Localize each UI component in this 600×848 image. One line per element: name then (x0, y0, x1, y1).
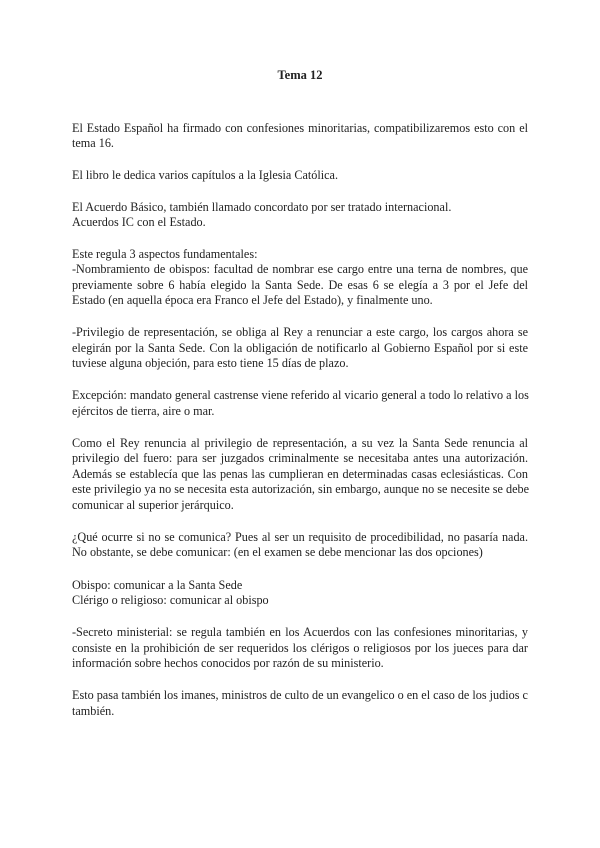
text-line: -Privilegio de representación, se obliga al Rey a renunciar a este cargo, los cargos ahora se (72, 325, 528, 339)
text-line: comunicar al superior jerárquico. (72, 498, 234, 512)
text-line: también. (72, 704, 115, 718)
text-line: tema 16. (72, 136, 114, 150)
text-line: Como el Rey renuncia al privilegio de representación, a su vez la Santa Sede renuncia al (72, 436, 528, 450)
text-line: El Acuerdo Básico, también llamado concordato por ser tratado internacional. (72, 200, 452, 214)
text-line: información sobre hechos conocidos por razón de su ministerio. (72, 656, 384, 670)
text-line: No obstante, se debe comunicar: (en el examen se debe mencionar las dos opciones) (72, 545, 483, 559)
text-line: consiste en la prohibición de ser requeridos los clérigos o religiosos por los jueces para dar (72, 641, 528, 655)
page-title: Tema 12 (277, 68, 323, 82)
text-line: El libro le dedica varios capítulos a la Iglesia Católica. (72, 168, 339, 182)
text-line: El Estado Español ha firmado con confesiones minoritarias, compatibilizaremos esto con el (72, 121, 528, 135)
text-line: ejércitos de tierra, aire o mar. (72, 404, 215, 418)
text-line: ¿Qué ocurre si no se comunica? Pues al ser un requisito de procedibilidad, no pasaría nada. (72, 530, 528, 544)
text-line: elegirán por la Santa Sede. Con la obligación de notificarlo al Gobierno Español por si este (72, 341, 528, 355)
text-line: Obispo: comunicar a la Santa Sede (72, 578, 243, 592)
text-line: -Nombramiento de obispos: facultad de nombrar ese cargo entre una terna de nombres, que (72, 262, 528, 276)
text-line: previamente sobre 6 había elegido la Santa Sede. De esas 6 se elegía a 3 por el Jefe del (72, 278, 528, 292)
text-line: Esto pasa también los imanes, ministros de culto de un evangelico o en el caso de los judios c (72, 688, 528, 702)
text-line: -Secreto ministerial: se regula también en los Acuerdos con las confesiones minoritarias, y (72, 625, 528, 639)
text-line: tuviese alguna objeción, para esto tiene 15 días de plazo. (72, 356, 349, 370)
text-line: Clérigo o religioso: comunicar al obispo (72, 593, 269, 607)
text-line: Este regula 3 aspectos fundamentales: (72, 247, 258, 261)
text-line: Estado (en aquella época era Franco el Jefe del Estado), y finalmente uno. (72, 293, 433, 307)
text-line: este privilegio ya no se necesita esta autorización, sin embargo, aunque no se necesite se debe (72, 482, 529, 496)
text-line: Acuerdos IC con el Estado. (72, 215, 206, 229)
text-line: privilegio del fuero: para ser juzgados criminalmente se necesitaba antes una autorización. (72, 451, 528, 465)
text-line: Excepción: mandato general castrense viene referido al vicario general a todo lo relativo a los (72, 388, 529, 402)
text-line: Además se establecía que las penas las cumplieran en determinadas casas eclesiásticas. Con (72, 467, 528, 481)
